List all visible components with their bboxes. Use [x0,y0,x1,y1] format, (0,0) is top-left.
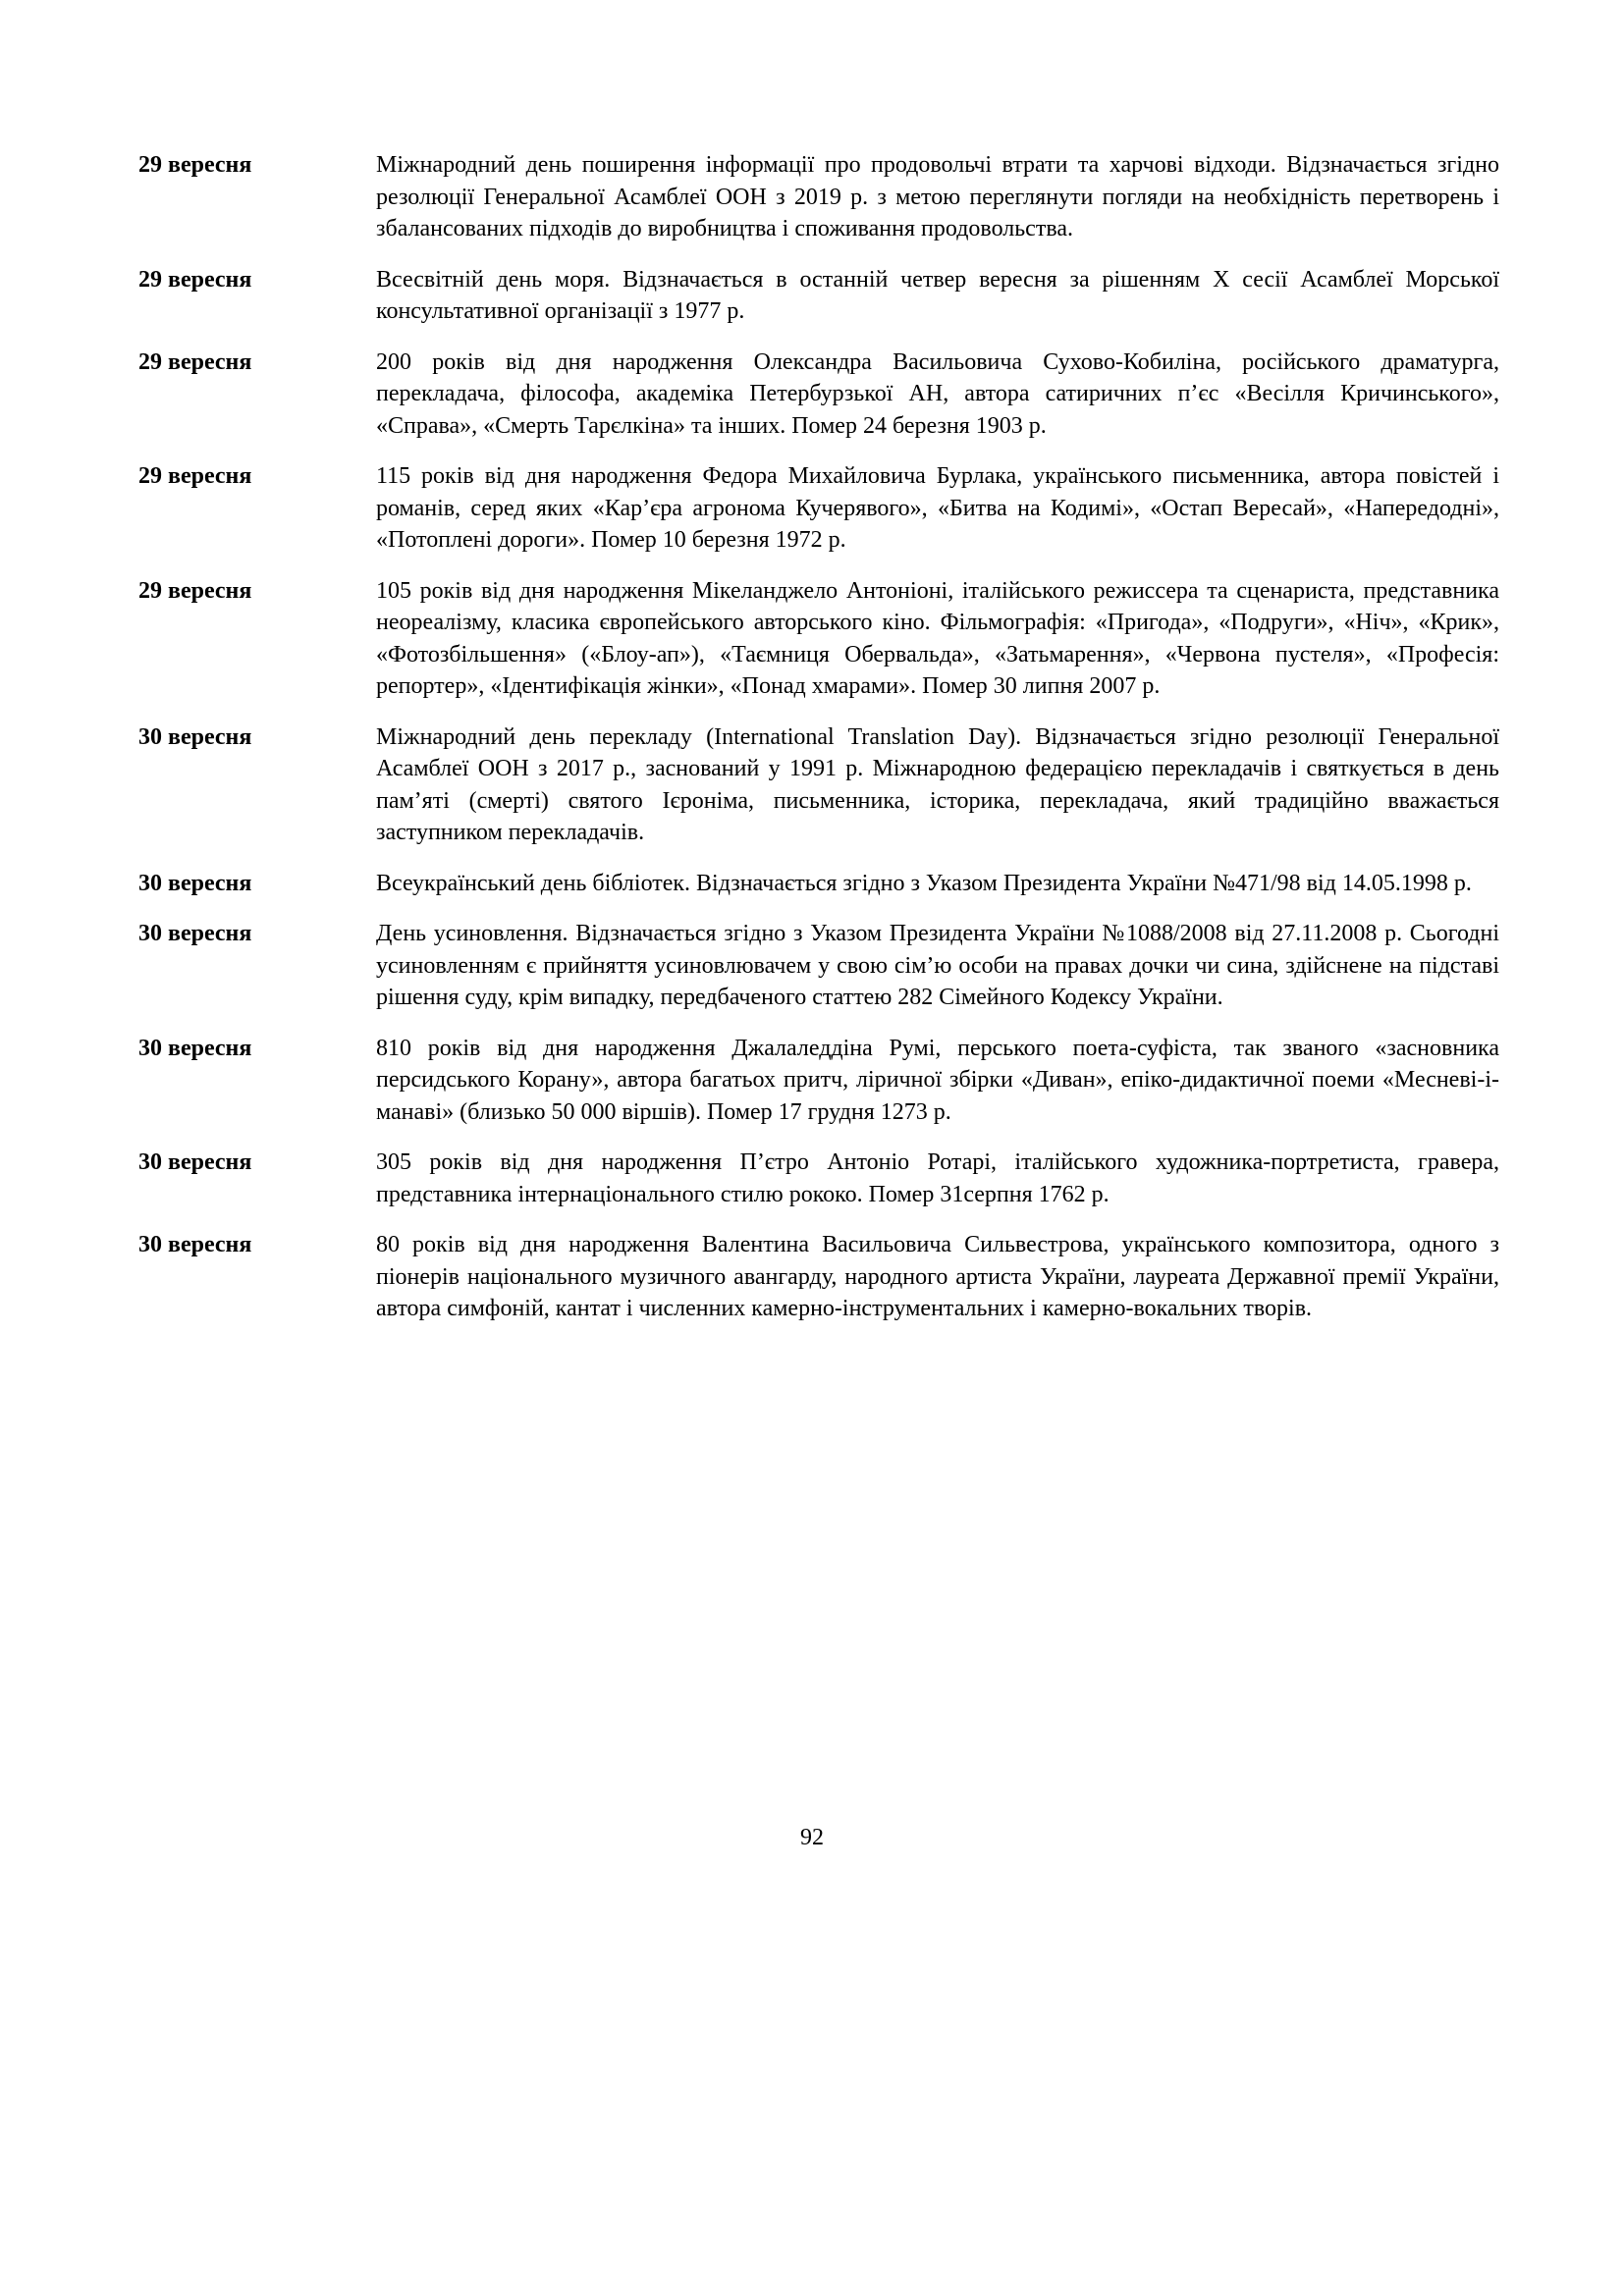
entry-description: 80 років від дня народження Валентина Васильовича Сильвестрова, українського композитора, одного з піонерів національного музичного авангарду, народного артиста України, лауреата Державної премії України, автора симфоній, кантат і численних камерно-інструментальних і камерно-вокальних творів. [376,1232,1499,1321]
entry-date: 29 вересня [138,463,252,489]
calendar-entry [138,1147,1499,1210]
entry-description: Всеукраїнський день бібліотек. Відзначається згідно з Указом Президента України №471/98 від 14.05.1998 р. [376,870,1472,896]
calendar-entry [138,1229,1499,1325]
entry-date: 30 вересня [138,921,252,946]
entry-description: День усиновлення. Відзначається згідно з Указом Президента України №1088/2008 від 27.11.2008 р. Сьогодні усиновленням є прийняття усиновлювачем у свою сім’ю особи на правах дочки чи сина, здійснене на підставі рішення суду, крім випадку, передбаченого статтею 282 Сімейного Кодексу України. [376,921,1499,1010]
entry-date: 30 вересня [138,723,252,750]
calendar-entries [138,149,1499,1344]
entry-date: 29 вересня [138,152,252,178]
entry-description: Всесвітній день моря. Відзначається в останній четвер вересня за рішенням Х сесії Асамблеї Морської консультативної організації з 1977 р. [376,266,1499,324]
entry-date: 29 вересня [138,266,252,293]
calendar-entry [138,264,1499,328]
entry-date: 29 вересня [138,577,252,604]
entry-description: Міжнародний день перекладу (International Translation Day). Відзначається згідно резолюції Генеральної Асамблеї ООН з 2017 р., заснований у 1991 р. Міжнародною федерацією перекладачів і святкується в день пам’яті (смерті) святого Ієроніма, письменника, історика, перекладача, який традиційно вважається заступником перекладачів. [376,723,1499,845]
calendar-entry [138,460,1499,557]
calendar-entry [138,1033,1499,1129]
entry-description: 115 років від дня народження Федора Михайловича Бурлака, українського письменника, автора повістей і романів, серед яких «Кар’єра агронома Кучерявого», «Битва на Кодимі», «Остап Вересай», «Напередодні», «Потоплені дороги». Помер 10 березня 1972 р. [376,463,1499,553]
entry-date: 30 вересня [138,1035,252,1061]
entry-description: 305 років від дня народження П’єтро Антоніо Ротарі, італійського художника-портретиста, гравера, представника інтернаціонального стилю рококо. Помер 31серпня 1762 р. [376,1149,1499,1207]
entry-description: 200 років від дня народження Олександра Васильовича Сухово-Кобиліна, російського драматурга, перекладача, філософа, академіка Петербурзької АН, автора сатиричних п’єс «Весілля Кричинського», «Справа», «Смерть Тарєлкіна» та інших. Помер 24 березня 1903 р. [376,348,1499,439]
calendar-entry [138,347,1499,443]
entry-description: 810 років від дня народження Джалаледдіна Румі, перського поета-суфіста, так званого «засновника персидського Корану», автора багатьох притч, ліричної збірки «Диван», епіко-дидактичної поеми «Месневі-і-манаві» (близько 50 000 віршів). Помер 17 грудня 1273 р. [376,1035,1499,1125]
calendar-entry [138,575,1499,703]
calendar-entry [138,149,1499,245]
calendar-entry [138,918,1499,1014]
entry-date: 30 вересня [138,1149,252,1175]
calendar-entry [138,868,1499,900]
entry-description: Міжнародний день поширення інформації про продовольчі втрати та харчові відходи. Відзначається згідно резолюції Генеральної Асамблеї ООН з 2019 р. з метою переглянути погляди на необхідність перетворень і збалансованих підходів до виробництва і споживання продовольства. [376,152,1499,241]
entry-description: 105 років від дня народження Мікеланджело Антоніоні, італійського режиссера та сценариста, представника неореалізму, класика європейського авторського кіно. Фільмографія: «Пригода», «Подруги», «Ніч», «Крик», «Фотозбільшення» («Блоу-ап»), «Таємниця Обервальда», «Затьмарення», «Червона пустеля», «Професія: репортер», «Ідентифікація жінки», «Понад хмарами». Помер 30 липня 2007 р. [376,577,1499,699]
entry-date: 30 вересня [138,1232,252,1257]
calendar-entry [138,721,1499,849]
page-number: 92 [800,1825,824,1850]
entry-date: 30 вересня [138,870,252,896]
entry-date: 29 вересня [138,348,252,375]
